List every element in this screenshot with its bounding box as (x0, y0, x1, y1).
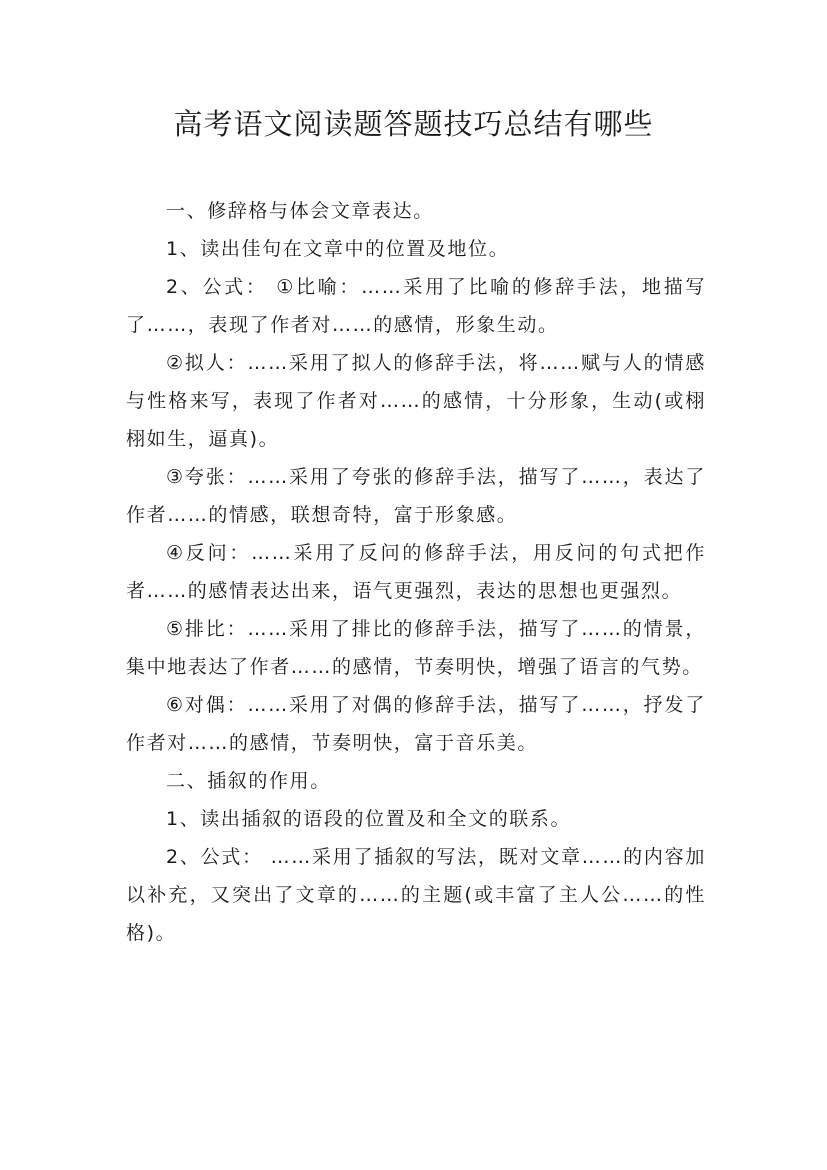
paragraph-formula-metaphor: 2、公式： ①比喻：……采用了比喻的修辞手法，地描写了……，表现了作者对……的感情，形象生动。 (126, 276, 706, 336)
paragraph-section-2-heading: 二、插叙的作用。 (166, 770, 331, 792)
document-body (126, 192, 706, 952)
paragraph-formula-hyperbole: ③夸张：……采用了夸张的修辞手法，描写了……，表达了作者……的情感，联想奇特，富于形象感。 (126, 466, 706, 526)
paragraph-formula-personification: ②拟人：……采用了拟人的修辞手法，将……赋与人的情感与性格来写，表现了作者对……的感情，十分形象，生动(或栩栩如生，逼真)。 (126, 352, 706, 450)
document-title: 高考语文阅读题答题技巧总结有哪些 (173, 107, 654, 141)
paragraph-section-2-point-1: 1、读出插叙的语段的位置及和全文的联系。 (166, 808, 572, 830)
paragraph-formula-rhetorical-question: ④反问：……采用了反问的修辞手法，用反问的句式把作者……的感情表达出来，语气更强烈，表达的思想也更强烈。 (126, 542, 706, 602)
paragraph-formula-antithesis: ⑥对偶：……采用了对偶的修辞手法，描写了……，抒发了作者对……的感情，节奏明快，富于音乐美。 (126, 694, 706, 754)
paragraph-formula-parallelism: ⑤排比：……采用了排比的修辞手法，描写了……的情景，集中地表达了作者……的感情，节奏明快，增强了语言的气势。 (126, 618, 706, 678)
paragraph-section-1-heading: 一、修辞格与体会文章表达。 (166, 200, 434, 222)
paragraph-section-1-point-1: 1、读出佳句在文章中的位置及地位。 (166, 238, 510, 260)
paragraph-section-2-formula: 2、公式： ……采用了插叙的写法，既对文章……的内容加以补充，又突出了文章的……的主题(或丰富了主人公……的性格)。 (126, 846, 706, 944)
